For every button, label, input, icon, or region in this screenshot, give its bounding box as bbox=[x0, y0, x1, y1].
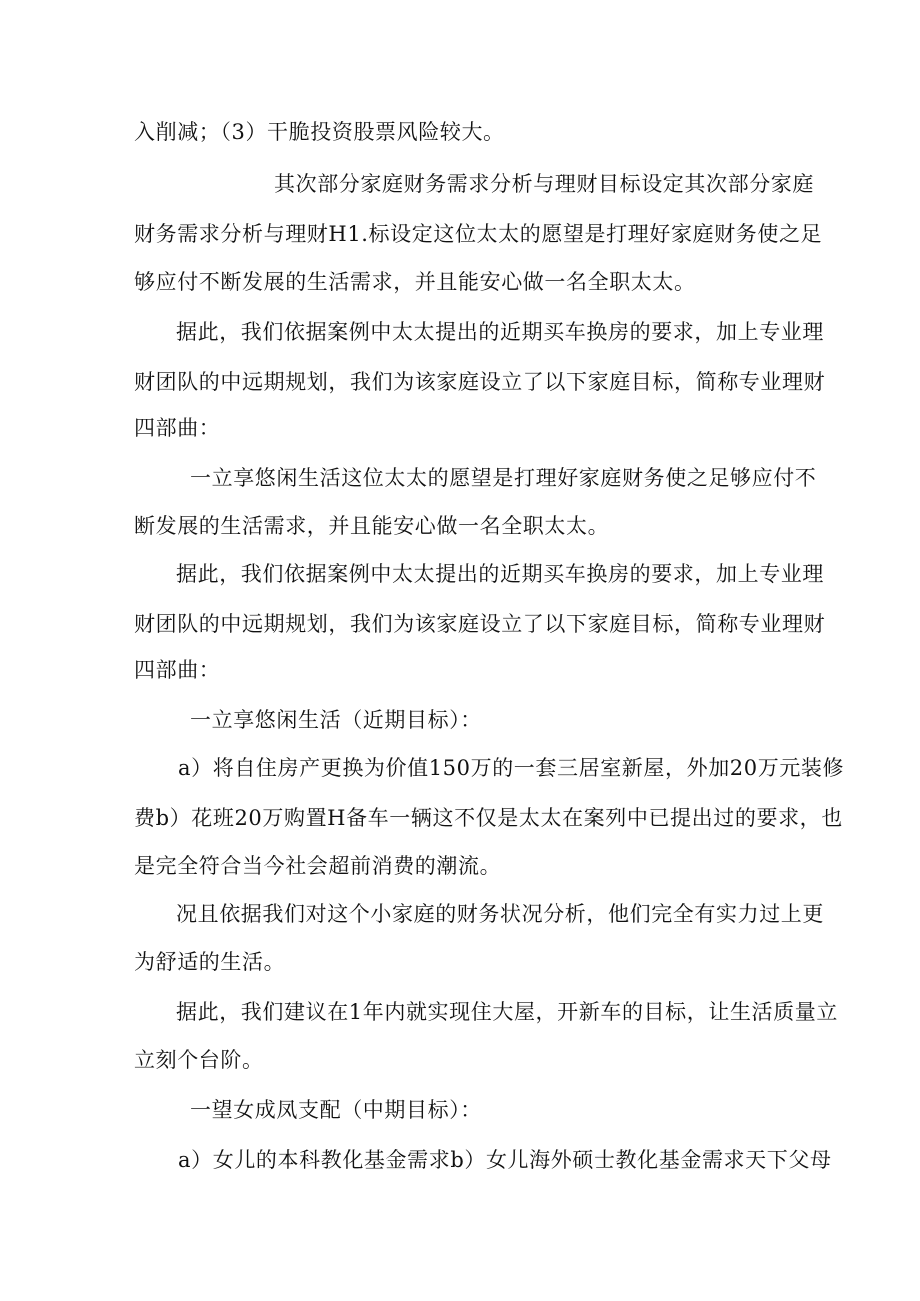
text-line: 财团队的中远期规划，我们为该家庭设立了以下家庭目标，简称专业理财 bbox=[134, 612, 826, 636]
text-line: 况且依据我们对这个小家庭的财务状况分析，他们完全有实力过上更 bbox=[176, 902, 824, 926]
text-line: 据此，我们建议在1年内就实现住大屋，开新车的目标，让生活质量立 bbox=[176, 1000, 838, 1024]
text-line: a）女儿的本科教化基金需求b）女儿海外硕士教化基金需求天下父母 bbox=[178, 1148, 832, 1172]
text-line: 费b）花班20万购置H备车一辆这不仅是太太在案列中已提出过的要求，也 bbox=[134, 806, 843, 830]
text-line: a）将自住房产更换为价值150万的一套三居室新屋，外加20万元装修 bbox=[178, 756, 845, 780]
text-line: 据此，我们依据案例中太太提出的近期买车换房的要求，加上专业理 bbox=[176, 562, 824, 586]
text-line: 立刻个台阶。 bbox=[134, 1048, 264, 1072]
text-line: 断发展的生活需求，并且能安心做一名全职太太。 bbox=[134, 514, 610, 538]
text-line: 财团队的中远期规划，我们为该家庭设立了以下家庭目标，简称专业理财 bbox=[134, 370, 826, 394]
text-line: 一立享悠闲生活（近期目标）： bbox=[190, 708, 482, 732]
text-line: 够应付不断发展的生活需求，并且能安心做一名全职太太。 bbox=[134, 270, 696, 294]
text-line: 一望女成凤支配（中期目标）： bbox=[190, 1098, 482, 1122]
text-line: 四部曲： bbox=[134, 416, 221, 440]
text-line: 入削减；（3）干脆投资股票风险较大。 bbox=[134, 120, 505, 144]
text-line: 四部曲： bbox=[134, 658, 221, 682]
text-line: 据此，我们依据案例中太太提出的近期买车换房的要求，加上专业理 bbox=[176, 320, 824, 344]
text-line: 是完全符合当今社会超前消费的潮流。 bbox=[134, 854, 502, 878]
text-line: 为舒适的生活。 bbox=[134, 950, 286, 974]
text-line: 财务需求分析与理财H1.标设定这位太太的愿望是打理好家庭财务使之足 bbox=[134, 222, 823, 246]
text-line: 其次部分家庭财务需求分析与理财目标设定其次部分家庭 bbox=[274, 172, 814, 196]
text-line: 一立享悠闲生活这位太太的愿望是打理好家庭财务使之足够应付不 bbox=[190, 466, 817, 490]
